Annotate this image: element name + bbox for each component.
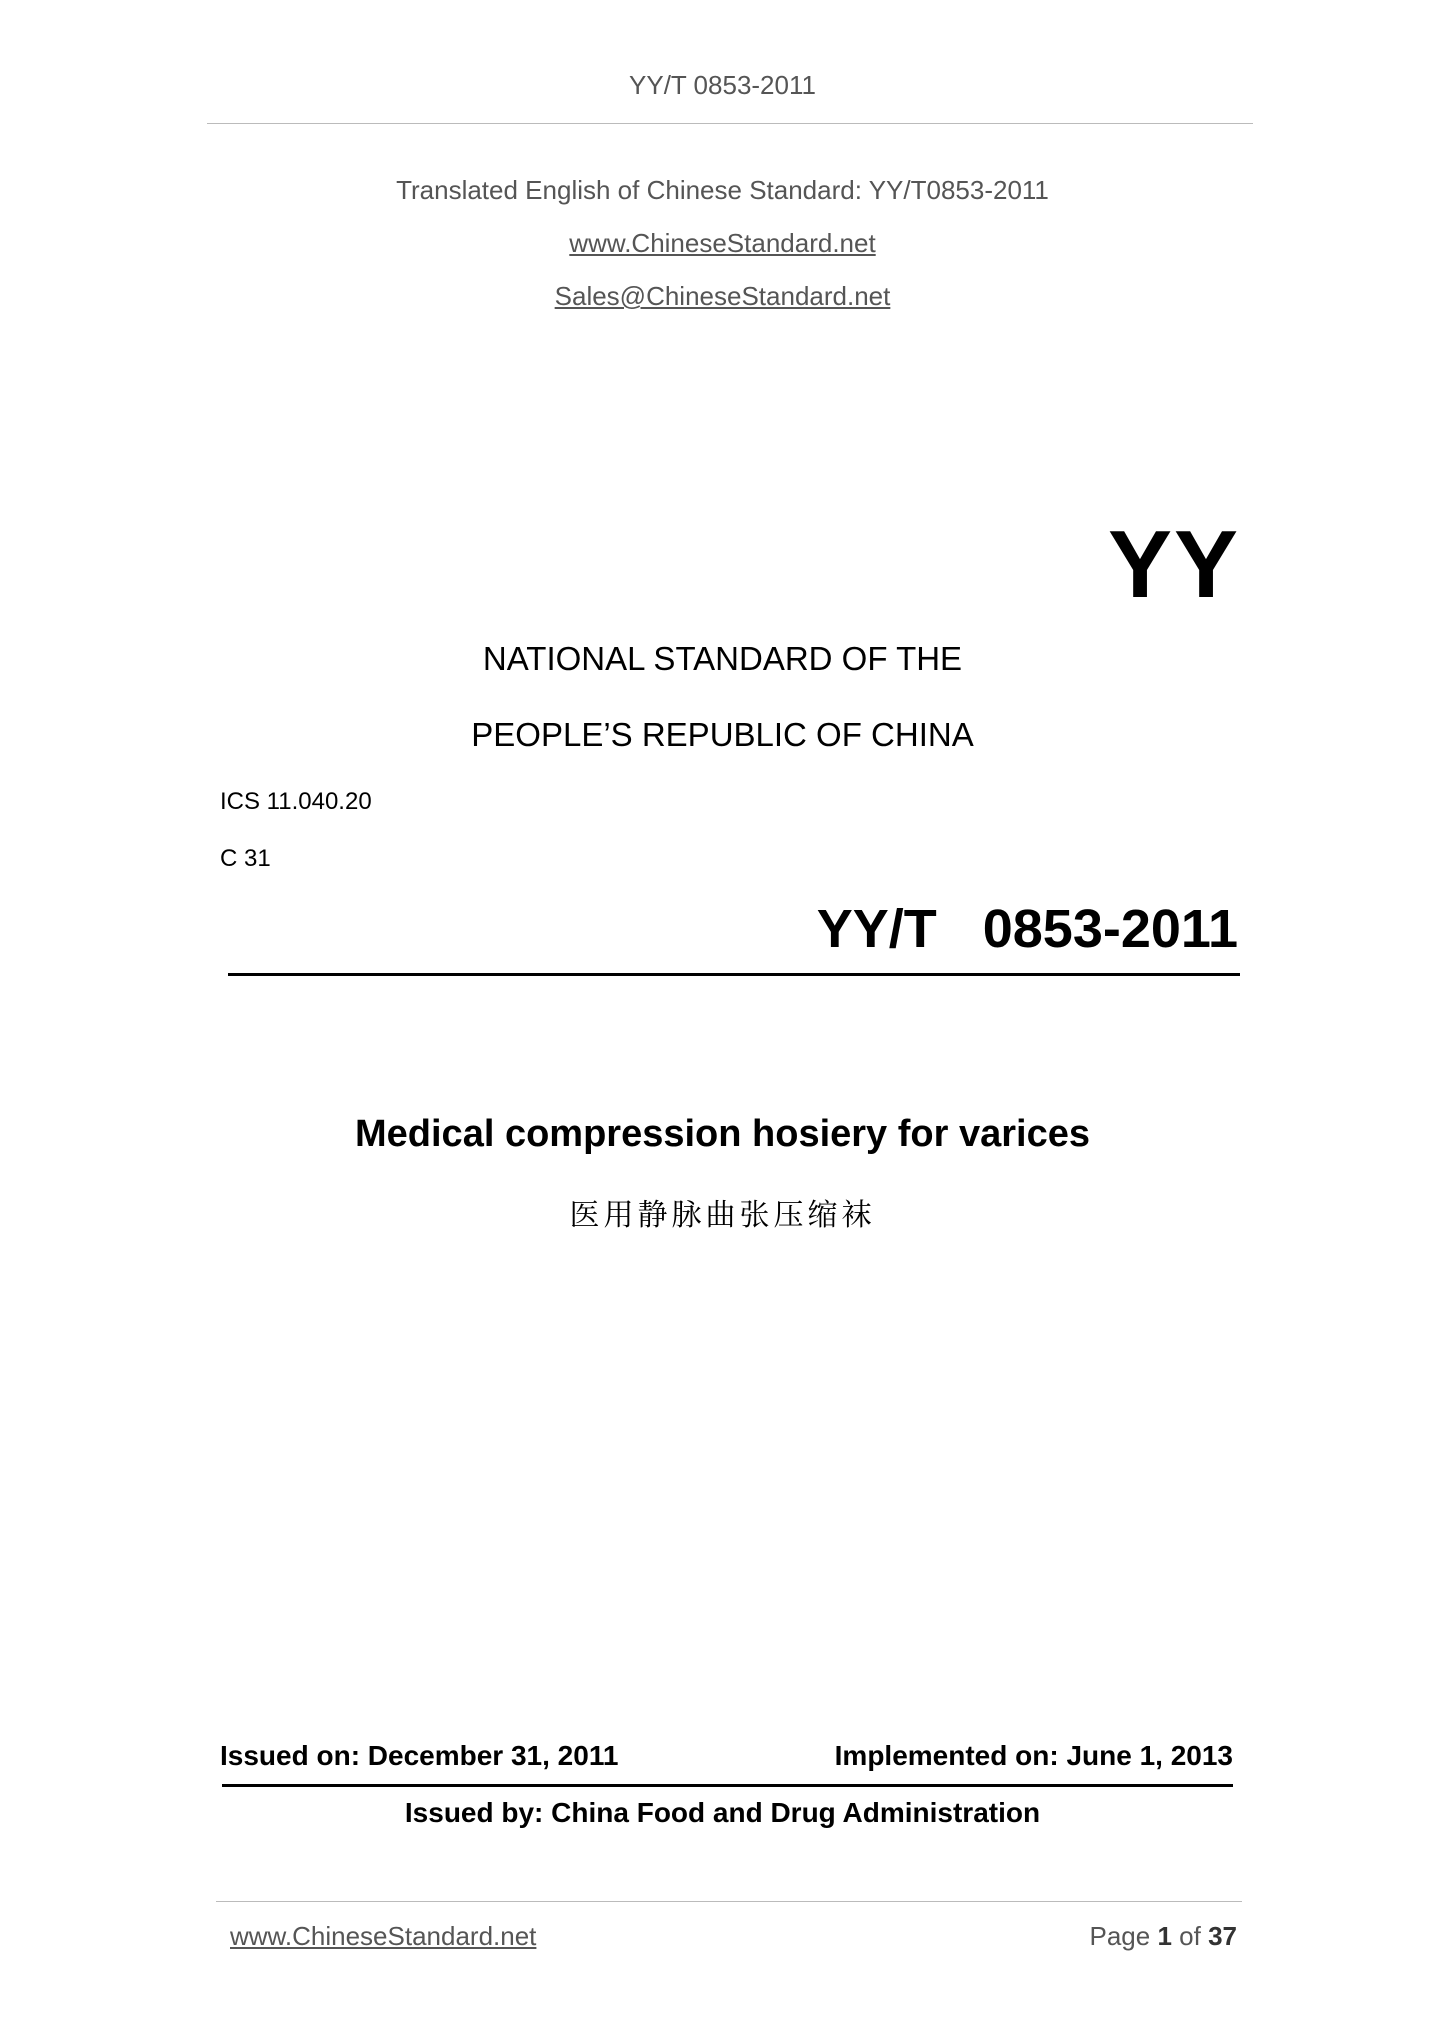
page-of: of	[1179, 1921, 1201, 1951]
website-link[interactable]: www.ChineseStandard.net	[569, 228, 876, 258]
translation-notice: Translated English of Chinese Standard: YY/T0853-2011	[396, 175, 1049, 205]
running-header: YY/T 0853-2011	[629, 70, 816, 100]
national-standard-line-1: NATIONAL STANDARD OF THE	[482, 640, 963, 677]
document-title: Medical compression hosiery for varices	[355, 1113, 1090, 1155]
email-link[interactable]: Sales@ChineseStandard.net	[554, 281, 891, 311]
national-standard-line-2: PEOPLE’S REPUBLIC OF CHINA	[471, 716, 974, 753]
standard-category-mark: YY	[1107, 511, 1240, 618]
website-link-row	[0, 228, 1445, 259]
issued-by: Issued by: China Food and Drug Administration	[404, 1797, 1041, 1828]
footer-divider	[216, 1901, 1242, 1902]
implemented-on-date: Implemented on: June 1, 2013	[834, 1740, 1233, 1771]
standard-number: YY/T 0853-2011	[816, 899, 1238, 959]
page-total: 37	[1208, 1921, 1237, 1951]
ics-code: ICS 11.040.20	[220, 788, 372, 815]
issue-divider	[222, 1784, 1233, 1787]
page-label: Page	[1089, 1921, 1151, 1951]
page-indicator	[1089, 1921, 1237, 1952]
footer-website-row	[230, 1921, 536, 1952]
document-title-chinese: 医用静脉曲张压缩袜	[569, 1198, 876, 1233]
footer-website-link[interactable]: www.ChineseStandard.net	[230, 1921, 537, 1951]
issued-on-date: Issued on: December 31, 2011	[220, 1740, 619, 1771]
header-divider	[207, 123, 1253, 124]
page-current: 1	[1157, 1921, 1172, 1951]
ccs-code: C 31	[220, 845, 271, 872]
email-link-row	[0, 281, 1445, 312]
standard-number-rule	[228, 973, 1240, 976]
